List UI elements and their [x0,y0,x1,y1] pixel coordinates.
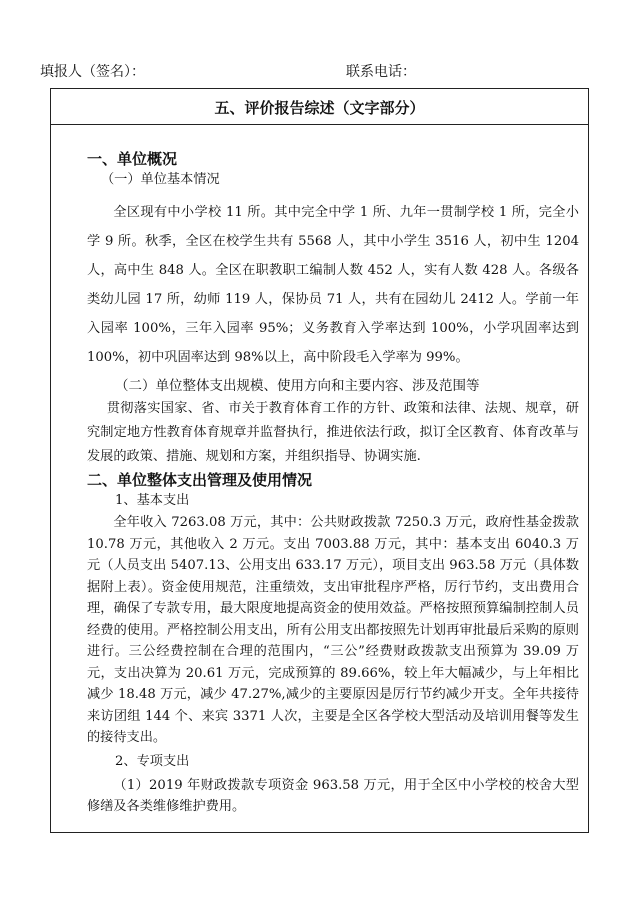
section-2-subheading-1: 1、基本支出 [115,493,190,508]
section-1-paragraph-1: 全区现有中小学校 11 所。其中完全中学 1 所、九年一贯制学校 1 所，完全小学 9 所。秋季，全区在校学生共有 5568 人，其中小学生 3516 人，初中生 1204 人，高中生 848 人。全区在职教职工编制人数 452 人，实有人数 428 人。各级各类幼儿园 17 所，幼师 119 人，保协员 71 人，共有在园幼儿 2412 人。学前一年入园率 100%，三年入园率 95%；义务教育入学率达到 100%，小学巩固率达到 100%，初中巩固率达到 98%以上，高中阶段毛入学率为 99%。 [87,205,579,365]
section-1-subheading-1: （一）单位基本情况 [101,172,220,187]
report-content [87,147,579,818]
section-2-subheading-2: 2、专项支出 [115,753,190,769]
section-2-paragraph-1: 全年收入 7263.08 万元，其中：公共财政拨款 7250.3 万元，政府性基金拨款 10.78 万元，其他收入 2 万元。支出 7003.88 万元，其中：基本支出 6040.3 万元（人员支出 5407.13、公用支出 633.17 万元），项目支出 963.58 万元（具体数据附上表）。资金使用规范，注重绩效，支出审批程序严格，厉行节约，支出费用合理，确保了专款专用，最大限度地提高资金的使用效益。严格按照预算编制控制人员经费的使用。严格控制公用支出，所有公用支出都按照先计划再审批最后采购的原则进行。三公经费控制在合理的范围内，“三公”经费财政拨款支出预算为 39.09 万元，支出决算为 20.61 万元，完成预算的 89.66%，较上年大幅减少，与上年相比减少 18.48 万元，减少 47.27%,减少的主要原因是厉行节约减少开支。全年共接待来访团组 144 个、来宾 3371 人次，主要是全区各学校大型活动及培训用餐等发生的接待支出。 [87,515,579,745]
report-title: 五、评价报告综述（文字部分） [214,99,425,117]
section-2-paragraph-2: （1）2019 年财政拨款专项资金 963.58 万元，用于全区中小学校的校舍大型修缮及各类维修维护费用。 [87,777,579,814]
section-1-subheading-2: （二）单位整体支出规模、使用方向和主要内容、涉及范围等 [115,378,480,394]
section-2-heading: 二、单位整体支出管理及使用情况 [87,471,313,489]
title-row [51,89,588,125]
section-1-paragraph-2: 贯彻落实国家、省、市关于教育体育工作的方针、政策和法律、法规、规章，研究制定地方性教育体育规章并监督执行，推进依法行政，拟订全区教育、体育改革与发展的政策、措施、规划和方案，并组织指导、协调实施. [87,401,579,464]
filler-signature-label: 填报人（签名）： [40,64,145,80]
section-1-heading: 一、单位概况 [87,150,178,168]
contact-phone-label: 联系电话： [346,64,416,80]
report-frame [50,88,589,833]
